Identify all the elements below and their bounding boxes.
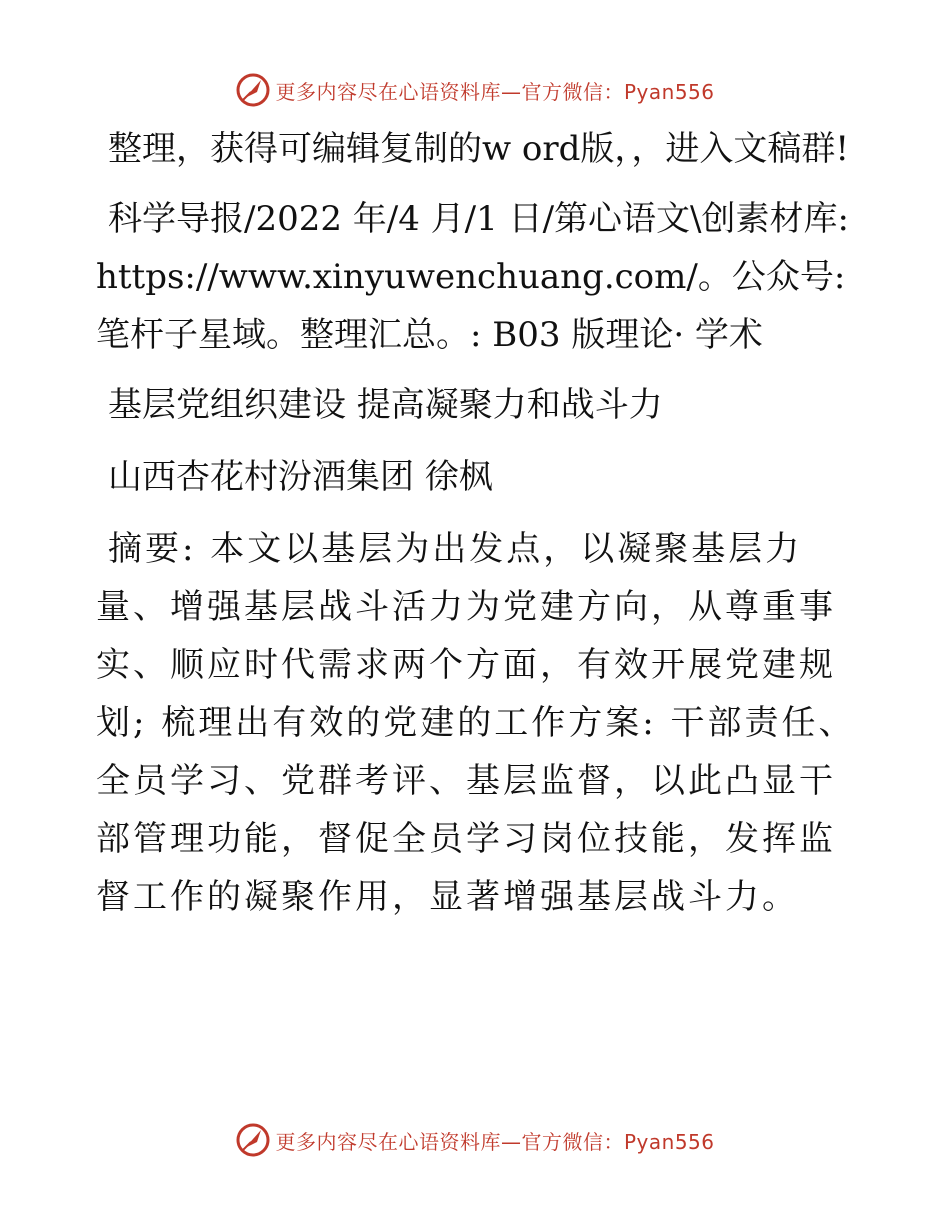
banner-text: 更多内容尽在心语资料库—官方微信：Pyan556 (275, 1129, 715, 1154)
banner-text: 更多内容尽在心语资料库—官方微信：Pyan556 (275, 79, 715, 104)
article-title: 基层党组织建设 提高凝聚力和战斗力 (108, 385, 663, 425)
quill-logo-icon (235, 72, 271, 108)
note-paragraph: 整理，获得可编辑复制的w ord版，，进入文稿群! (108, 129, 850, 169)
footer-banner (0, 1120, 950, 1160)
abstract-paragraph: 摘要: 本文以基层为出发点，以凝聚基层力量、增强基层战斗活力为党建方向，从尊重事实、顺应时代需求两个方面，有效开展党建规划; 梳理出有效的党建的工作方案: 干部责任、全员学习、党群考评、基层监督，以此凸显干部管理功能，督促全员学习岗位技能，发挥监督工作的凝聚作用，显著增强基层战斗力。 (96, 529, 856, 917)
header-banner (0, 70, 950, 110)
article-author: 山西杏花村汾酒集团 徐枫 (108, 457, 493, 497)
source-paragraph: 科学导报/2022 年/4 月/1 日/第心语文\创素材库: https://www.xinyuwenchuang.com/。公众号: 笔杆子星域。整理汇总。: B03 版理论· 学术 (96, 199, 849, 355)
document-body (96, 120, 856, 938)
quill-logo-icon (235, 1122, 271, 1158)
